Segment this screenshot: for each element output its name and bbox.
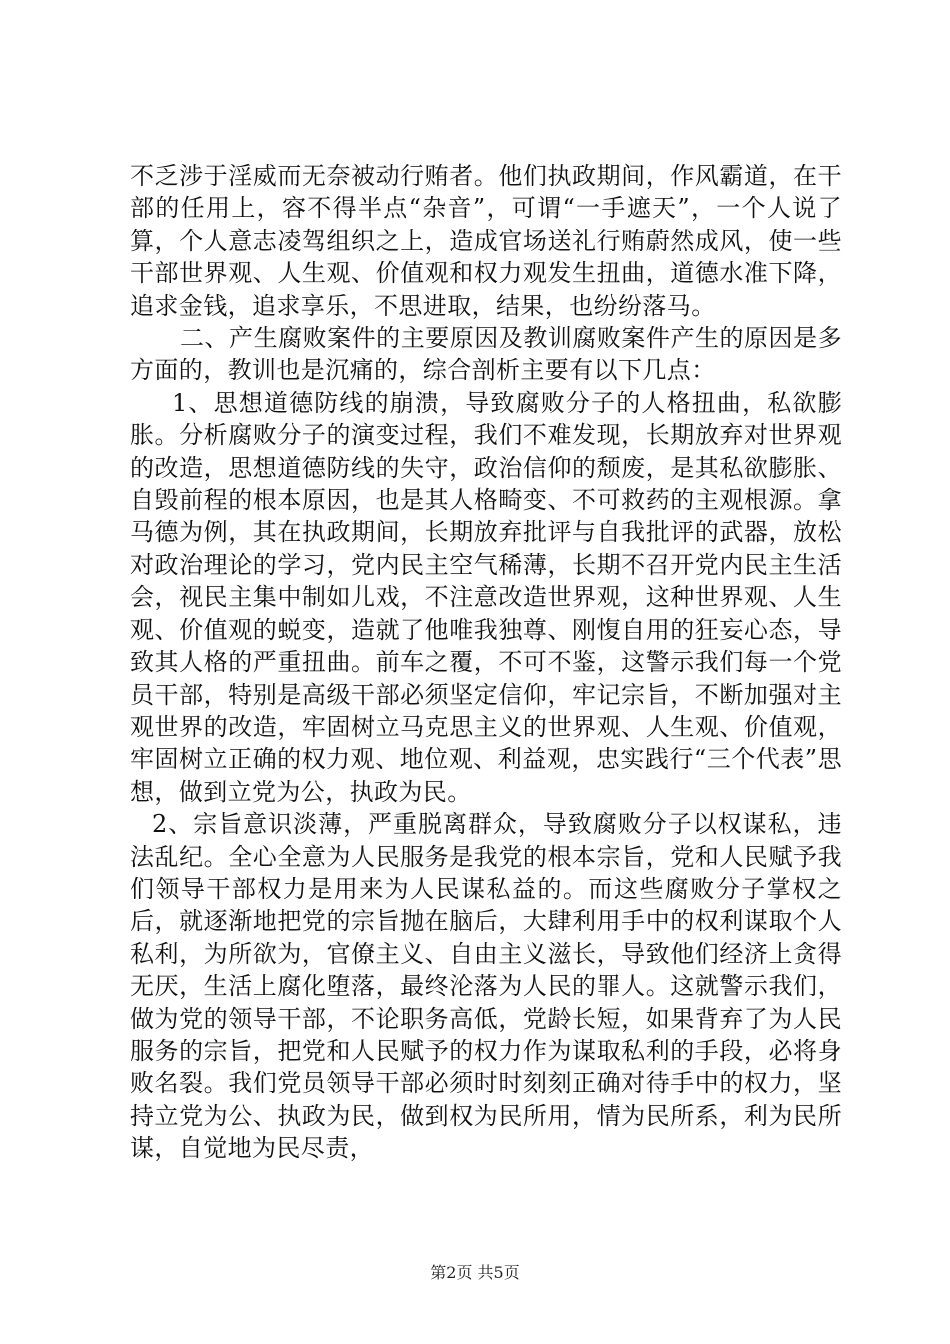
paragraph-section-two-heading: 二、产生腐败案件的主要原因及教训腐败案件产生的原因是多方面的，教训也是沉痛的，综合剖析主要有以下几点： — [130, 324, 842, 385]
paragraph-point-two: 2、宗旨意识淡薄，严重脱离群众，导致腐败分子以权谋私，违法乱纪。全心全意为人民服务是我党的根本宗旨，党和人民赋予我们领导干部权力是用来为人民谋私益的。而这些腐败分子掌权之后，就逐渐地把党的宗旨抛在脑后，大肆利用手中的权利谋取个人私利，为所欲为，官僚主义、自由主义滋长，导致他们经济上贪得无厌，生活上腐化堕落，最终沦落为人民的罪人。这就警示我们，做为党的领导干部，不论职务高低，党龄长短，如果背弃了为人民服务的宗旨，把党和人民赋予的权力作为谋取私利的手段，必将身败名裂。我们党员领导干部必须时时刻刻正确对待手中的权力，坚持立党为公、执政为民，做到权为民所用，情为民所系，利为民所谋，自觉地为民尽责， — [130, 810, 842, 1163]
paragraph-point-one: 1、思想道德防线的崩溃，导致腐败分子的人格扭曲，私欲膨胀。分析腐败分子的演变过程，我们不难发现，长期放弃对世界观的改造，思想道德防线的失守，政治信仰的颓废，是其私欲膨胀、自毁前程的根本原因，也是其人格畸变、不可救药的主观根源。拿马德为例，其在执政期间，长期放弃批评与自我批评的武器，放松对政治理论的学习，党内民主空气稀薄，长期不召开党内民主生活会，视民主集中制如儿戏，不注意改造世界观，这种世界观、人生观、价值观的蜕变，造就了他唯我独尊、刚愎自用的狂妄心态，导致其人格的严重扭曲。前车之覆，不可不鉴，这警示我们每一个党员干部，特别是高级干部必须坚定信仰，牢记宗旨，不断加强对主观世界的改造，牢固树立马克思主义的世界观、人生观、价值观，牢固树立正确的权力观、地位观、利益观，忠实践行“三个代表”思想，做到立党为公，执政为民。 — [130, 388, 842, 806]
page-footer: 第2页 共5页 — [430, 1263, 520, 1282]
paragraph-continuation: 不乏涉于淫威而无奈被动行贿者。他们执政期间，作风霸道，在干部的任用上，容不得半点“杂音”，可谓“一手遮天”，一个人说了算，个人意志凌驾组织之上，造成官场送礼行贿蔚然成风，使一些干部世界观、人生观、价值观和权力观发生扭曲，道德水准下降，追求金钱，追求享乐，不思进取，结果，也纷纷落马。 — [130, 162, 842, 320]
document-body — [130, 160, 842, 1165]
